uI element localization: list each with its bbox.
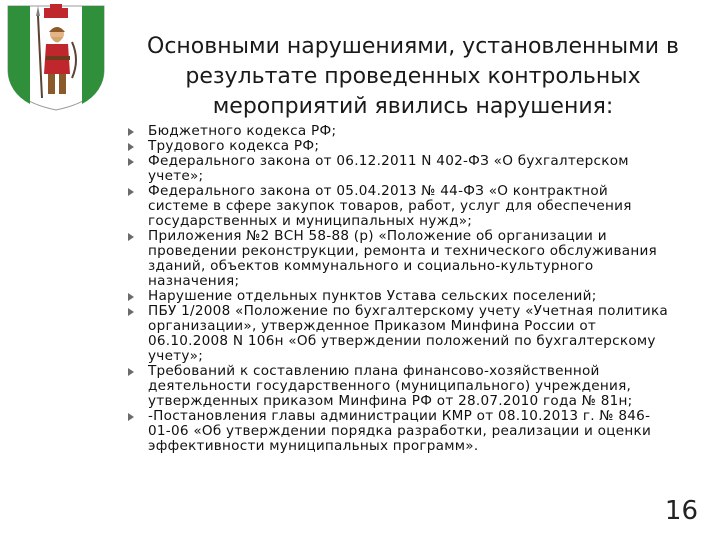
list-item bbox=[124, 139, 714, 154]
triangle-bullet-icon bbox=[128, 413, 134, 421]
list-item bbox=[124, 409, 714, 454]
list-item-text: государственных и муниципальных нужд»; bbox=[148, 213, 473, 229]
list-item-text: системе в сфере закупок товаров, работ, услуг для обеспечения bbox=[148, 198, 632, 214]
list-item-text: -Постановления главы администрации КМР от 08.10.2013 г. № 846- bbox=[148, 408, 651, 424]
list-item-text: зданий, объектов коммунального и социально-культурного bbox=[148, 258, 594, 274]
list-item bbox=[124, 289, 714, 304]
list-item bbox=[124, 154, 714, 184]
list-item bbox=[124, 124, 714, 139]
list-item-text: проведении реконструкции, ремонта и технического обслуживания bbox=[148, 243, 657, 259]
triangle-bullet-icon bbox=[128, 158, 134, 166]
triangle-bullet-icon bbox=[128, 128, 134, 136]
list-item-text: 01-06 «Об утверждении порядка разработки, реализации и оценки bbox=[148, 423, 652, 439]
list-item bbox=[124, 304, 714, 364]
list-item bbox=[124, 364, 714, 409]
triangle-bullet-icon bbox=[128, 308, 134, 316]
list-item-text: Федерального закона от 05.04.2013 № 44-ФЗ «О контрактной bbox=[148, 183, 609, 199]
slide-title bbox=[118, 32, 708, 122]
list-item-text: ПБУ 1/2008 «Положение по бухгалтерскому учету «Учетная политика bbox=[148, 303, 668, 319]
list-item-text: Приложения №2 ВСН 58-88 (р) «Положение об организации и bbox=[148, 228, 607, 244]
triangle-bullet-icon bbox=[128, 293, 134, 301]
list-item-text: Требований к составлению плана финансово-хозяйственной bbox=[148, 363, 600, 379]
list-item-text: Бюджетного кодекса РФ; bbox=[148, 123, 337, 139]
list-item-text: 06.10.2008 N 106н «Об утверждении положений по бухгалтерскому bbox=[148, 333, 656, 349]
list-item-text: назначения; bbox=[148, 273, 240, 289]
violations-list bbox=[124, 124, 714, 454]
list-item-text: учету»; bbox=[148, 348, 204, 364]
list-item-text: учете»; bbox=[148, 168, 204, 184]
triangle-bullet-icon bbox=[128, 368, 134, 376]
list-item-text: утвержденных приказом Минфина РФ от 28.07.2010 года № 81н; bbox=[148, 393, 633, 409]
page-number: 16 bbox=[664, 496, 698, 526]
triangle-bullet-icon bbox=[128, 143, 134, 151]
list-item bbox=[124, 229, 714, 289]
triangle-bullet-icon bbox=[128, 233, 134, 241]
list-item-text: Нарушение отдельных пунктов Устава сельских поселений; bbox=[148, 288, 597, 304]
list-item-text: Федерального закона от 06.12.2011 N 402-ФЗ «О бухгалтерском bbox=[148, 153, 629, 169]
list-item-text: эффективности муниципальных программ». bbox=[148, 438, 479, 454]
list-item-text: организации», утвержденное Приказом Минфина России от bbox=[148, 318, 597, 334]
title-line: результате проведенных контрольных bbox=[185, 64, 641, 89]
triangle-bullet-icon bbox=[128, 188, 134, 196]
coat-of-arms-icon bbox=[0, 0, 118, 112]
list-item-text: деятельности государственного (муниципального) учреждения, bbox=[148, 378, 632, 394]
list-item bbox=[124, 184, 714, 229]
title-line: Основными нарушениями, установленными в bbox=[147, 34, 679, 59]
title-line: мероприятий явились нарушения: bbox=[212, 94, 614, 119]
list-item-text: Трудового кодекса РФ; bbox=[148, 138, 320, 154]
